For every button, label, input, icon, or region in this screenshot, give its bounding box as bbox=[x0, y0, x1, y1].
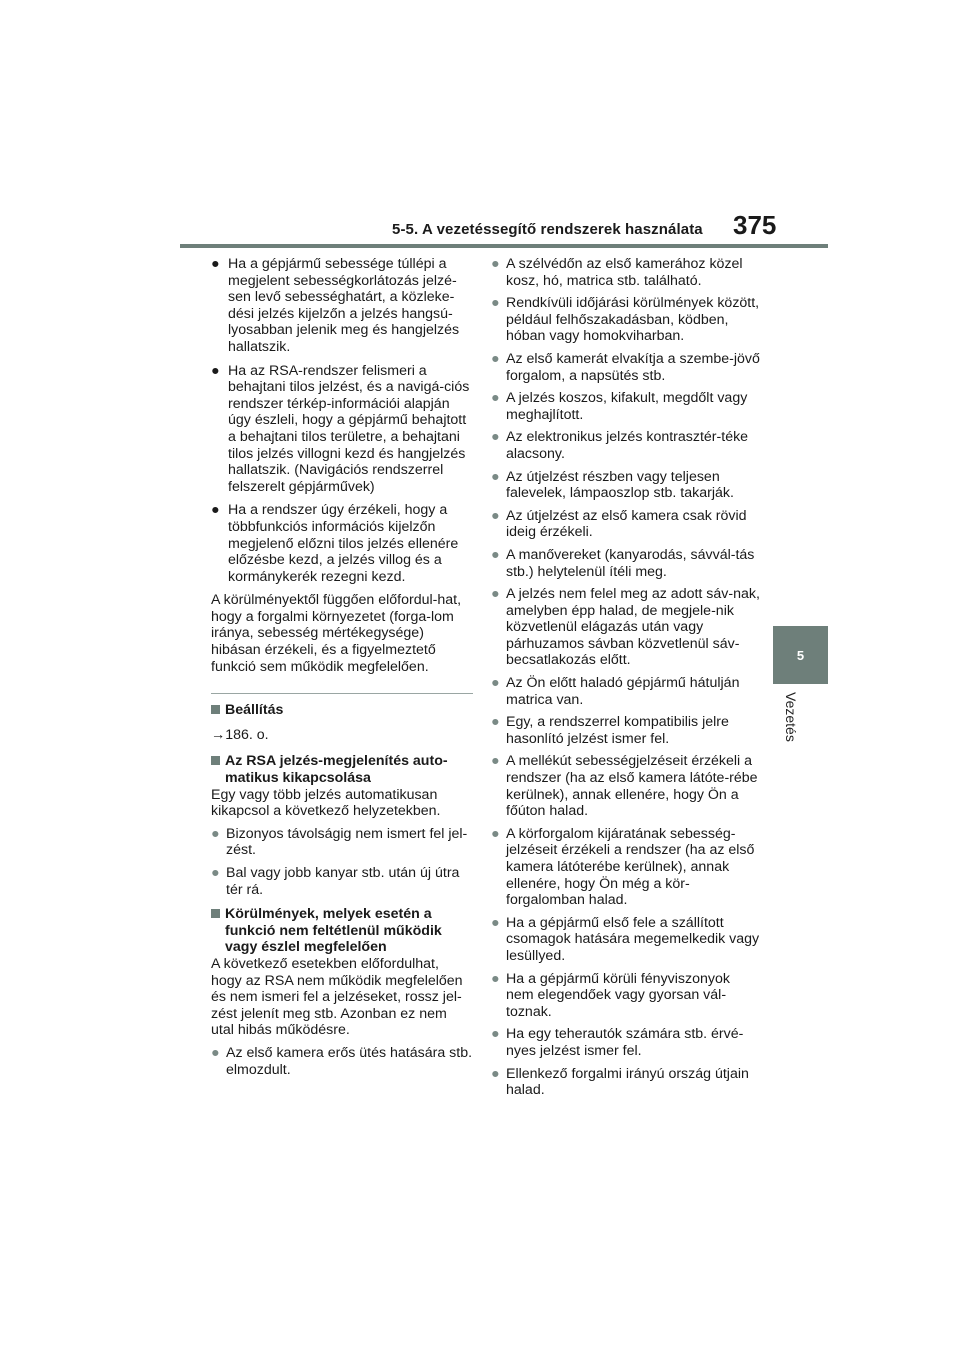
conditions-text: A következő esetekben előfordulhat, hogy az RSA nem működik megfelelően és nem ismeri fel a jelzéseket, rossz jel-zést jelenít meg stb. Azonban ez nem utal hibás működésre. bbox=[211, 955, 463, 1039]
section-title: 5-5. A vezetéssegítő rendszerek használata bbox=[392, 221, 703, 238]
list-item: ● Egy, a rendszerrel kompatibilis jelre hasonlító jelzést ismer fel. bbox=[491, 714, 729, 747]
bullet-icon: ● bbox=[491, 825, 500, 842]
bullet-icon: ● bbox=[211, 362, 220, 379]
list-item: ● Ha a gépjármű sebessége túllépi a megjelent sebességkorlátozás jelzé-sen levő sebességhatárt, a közleke-dési jelzés kijelzőn a jelzés hangsú-lyosabban jelenik meg és hangjelzés hallatszik. bbox=[211, 256, 460, 355]
right-column bbox=[491, 256, 761, 1105]
bullet-icon: ● bbox=[211, 1044, 220, 1061]
list-item: ● Rendkívüli időjárási körülmények között, például felhőszakadásban, ködben, hóban vagy homokviharban. bbox=[491, 295, 760, 345]
conditions-heading: Körülmények, melyek esetén a funkció nem feltétlenül működik vagy észlel megfelelően bbox=[211, 906, 473, 956]
list-item: ● Bal vagy jobb kanyar stb. után új útra tér rá. bbox=[211, 865, 460, 898]
bullet-icon: ● bbox=[491, 1026, 500, 1043]
list-item: ● Ellenkező forgalmi irányú ország útjain halad. bbox=[491, 1065, 749, 1099]
list-item: ● Ha egy teherautók számára stb. érvé-nyes jelzést ismer fel. bbox=[491, 1026, 744, 1059]
list-item: ● A szélvédőn az első kamerához közel kosz, hó, matrica stb. található. bbox=[491, 256, 743, 289]
list-item: ● Az útjelzést részben vagy teljesen falevelek, lámpaoszlop stb. takarják. bbox=[491, 468, 734, 502]
list-item: ● A mellékút sebességjelzéseit érzékeli a rendszer (ha az első kamera látóte-rébe kerülnek), annak ellenére, hogy Ön a főúton halad. bbox=[491, 753, 758, 820]
bullet-icon: ● bbox=[491, 914, 500, 931]
bullet-icon: ● bbox=[491, 1065, 500, 1082]
list-item: ● A jelzés koszos, kifakult, megdőlt vagy meghajlított. bbox=[491, 390, 748, 423]
bullet-icon: ● bbox=[491, 256, 500, 272]
list-item: ● Az első kamera erős ütés hatására stb. elmozdult. bbox=[211, 1044, 473, 1078]
page-number: 375 bbox=[733, 210, 777, 240]
list-item: ● A jelzés nem felel meg az adott sáv-nak, amelyben épp halad, de megjele-nik közvetlenül elágazás után vagy párhuzamos sávban közvetlenül sáv-becsatlakozás előtt. bbox=[491, 586, 760, 669]
bullet-icon: ● bbox=[211, 825, 220, 842]
bullet-icon: ● bbox=[491, 350, 500, 367]
bullet-icon: ● bbox=[491, 970, 500, 987]
body-paragraph: A körülményektől függően előfordul-hat, hogy a forgalmi környezetet (forga-lom iránya, sebesség mértékegysége) hibásan érzékeli, és a figyelmeztető funkció sem működik megfelelően. bbox=[211, 592, 462, 675]
bullet-icon: ● bbox=[491, 586, 500, 603]
list-item: ● Az útjelzést az első kamera csak rövid ideig érzékeli. bbox=[491, 507, 747, 541]
bullet-icon: ● bbox=[491, 507, 500, 524]
settings-heading: Beállítás bbox=[211, 702, 473, 719]
bullet-icon: ● bbox=[491, 429, 500, 446]
list-item: ● Az Ön előtt haladó gépjármű hátulján matrica van. bbox=[491, 675, 740, 708]
auto-off-text: Egy vagy több jelzés automatikusan kikapcsol a következő helyzetekben. bbox=[211, 786, 441, 820]
list-item: ● Ha a gépjármű körüli fényviszonyok nem elegendőek vagy gyorsan vál-toznak. bbox=[491, 970, 730, 1020]
bullet-icon: ● bbox=[491, 714, 500, 731]
chapter-tab[interactable] bbox=[773, 626, 828, 684]
list-item: ● Bizonyos távolságig nem ismert fel jel-zést. bbox=[211, 825, 468, 859]
list-item: ● Ha a rendszer úgy érzékeli, hogy a többfunkciós információs kijelzőn megjelenő előzni tilos jelzés ellenére előzésbe kezd, a jelzés villog és a kormánykerék rezegni kezd. bbox=[211, 502, 459, 585]
bullet-icon: ● bbox=[491, 390, 500, 407]
square-icon bbox=[211, 909, 220, 918]
bullet-icon: ● bbox=[491, 675, 500, 692]
bullet-icon: ● bbox=[211, 502, 220, 519]
bullet-icon: ● bbox=[491, 468, 500, 485]
list-item: ● Az első kamerát elvakítja a szembe-jövő forgalom, a napsütés stb. bbox=[491, 350, 760, 384]
square-icon bbox=[211, 756, 220, 765]
bullet-icon: ● bbox=[211, 256, 220, 272]
square-icon bbox=[211, 705, 220, 714]
auto-off-heading: Az RSA jelzés-megjelenítés auto-matikus kikapcsolása bbox=[211, 753, 473, 786]
bullet-icon: ● bbox=[491, 295, 500, 312]
list-item: ● Ha az RSA-rendszer felismeri a behajtani tilos jelzést, és a navigá-ciós rendszer térkép-információi alapján úgy észleli, hogy a gépjármű behajtott a behajtani tilos területre, a behajtani tilos jelzés villogni kezd és hangjelzés hallatszik. (Navigációs rendszerrel felszerelt gépjárművek) bbox=[211, 362, 470, 495]
bullet-icon: ● bbox=[491, 546, 500, 563]
bullet-icon: ● bbox=[491, 753, 500, 770]
list-item: ● Ha a gépjármű első fele a szállított csomagok hatására megemelkedik vagy lesüllyed. bbox=[491, 914, 760, 964]
list-item: ● Az elektronikus jelzés kontrasztér-téke alacsony. bbox=[491, 429, 749, 462]
settings-reference[interactable]: →186. o. bbox=[211, 726, 269, 743]
left-column bbox=[211, 256, 473, 1084]
list-item: ● A körforgalom kijáratának sebesség-jelzéseit érzékeli a rendszer (ha az első kamera látóterébe kerülnek), annak ellenére, hogy Ön még a kör-forgalomban halad. bbox=[491, 825, 755, 909]
header-rule bbox=[180, 244, 828, 248]
chapter-label: Vezetés bbox=[783, 692, 799, 742]
list-item: ● A manővereket (kanyarodás, sávvál-tás stb.) helytelenül ítéli meg. bbox=[491, 546, 755, 580]
divider bbox=[211, 693, 473, 694]
bullet-icon: ● bbox=[211, 865, 220, 881]
chapter-number: 5 bbox=[796, 647, 805, 663]
